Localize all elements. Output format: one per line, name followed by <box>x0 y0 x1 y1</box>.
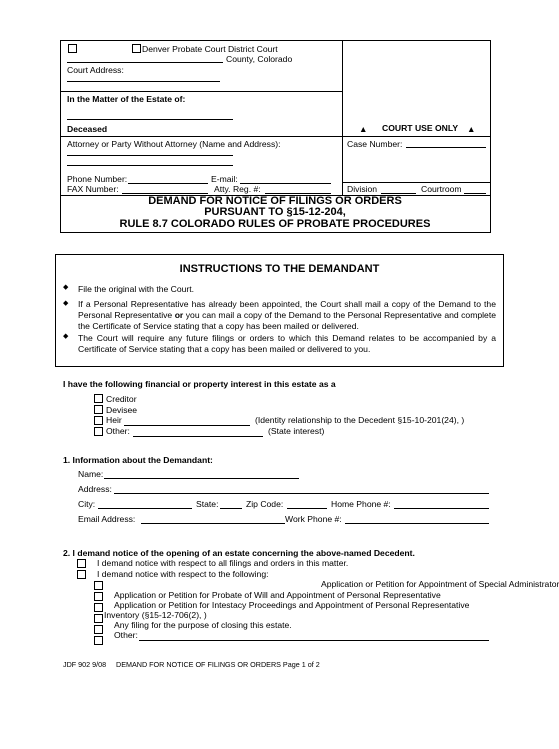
county-suffix: County, Colorado <box>226 54 293 64</box>
attorney-line-2[interactable] <box>67 165 233 166</box>
demandant-work-phone-line[interactable] <box>345 523 489 524</box>
closing-label: Any filing for the purpose of closing this estate. <box>114 620 292 630</box>
phone-line[interactable] <box>128 183 208 184</box>
footer-form-name: DEMAND FOR NOTICE OF FILINGS OR ORDERS Page 1 of 2 <box>116 660 320 669</box>
other-interest-checkbox[interactable] <box>94 427 103 436</box>
intestacy-label: Application or Petition for Intestacy Proceedings and Appointment of Personal Representative <box>114 600 470 610</box>
other-interest-line[interactable] <box>133 436 263 437</box>
interest-heading: I have the following financial or property interest in this estate as a <box>63 379 336 389</box>
demandant-email-label: Email Address: <box>78 514 136 524</box>
demandant-address-line[interactable] <box>114 493 489 494</box>
court-address-rule <box>60 91 342 92</box>
closing-checkbox[interactable] <box>94 625 103 634</box>
caption-divider-vertical <box>342 40 343 195</box>
case-number-label: Case Number: <box>347 139 403 149</box>
instruction-item-3: The Court will require any future filings or orders to which this Demand relates to be accompanied by a Certificate of Service stating that a copy has been mailed or delivered to you. <box>78 333 496 354</box>
notice-following-checkbox[interactable] <box>77 570 86 579</box>
demandant-zip-label: Zip Code: <box>246 499 284 509</box>
division-line[interactable] <box>381 193 416 194</box>
special-admin-label: Application or Petition for Appointment of Special Administrator <box>321 579 559 589</box>
other-filing-checkbox[interactable] <box>94 636 103 645</box>
attorney-label: Attorney or Party Without Attorney (Name and Address): <box>67 139 281 149</box>
probate-will-checkbox[interactable] <box>94 592 103 601</box>
courtroom-line[interactable] <box>464 193 486 194</box>
demandant-address-label: Address: <box>78 484 112 494</box>
creditor-label: Creditor <box>106 394 137 404</box>
devisee-label: Devisee <box>106 405 138 415</box>
arrow-up-right-icon: ▲ <box>467 124 476 134</box>
heir-checkbox[interactable] <box>94 416 103 425</box>
form-title-line-1: DEMAND FOR NOTICE OF FILINGS OR ORDERS <box>148 195 402 207</box>
attorney-line-1[interactable] <box>67 155 233 156</box>
other-filing-label: Other: <box>114 630 138 640</box>
demandant-state-line[interactable] <box>220 508 242 509</box>
inventory-label: Inventory (§15-12-706(2), ) <box>104 610 207 620</box>
demandant-zip-line[interactable] <box>287 508 327 509</box>
fax-line[interactable] <box>122 193 208 194</box>
bullet-icon: ◆ <box>63 284 69 291</box>
instruction-emphasis-or: or <box>174 310 184 320</box>
section2-heading: 2. I demand notice of the opening of an estate concerning the above-named Decedent. <box>63 548 415 558</box>
estate-name-line[interactable] <box>67 119 233 120</box>
form-title-line-3: RULE 8.7 COLORADO RULES OF PROBATE PROCEDURES <box>119 218 431 230</box>
other-filing-line[interactable] <box>139 640 489 641</box>
court-use-only-label: COURT USE ONLY <box>382 123 459 133</box>
notice-all-checkbox[interactable] <box>77 559 86 568</box>
court-address-line[interactable] <box>67 81 220 82</box>
footer-form-id: JDF 902 9/08 <box>63 660 107 669</box>
demandant-home-phone-line[interactable] <box>394 508 489 509</box>
inventory-checkbox[interactable] <box>94 614 103 623</box>
demandant-name-label: Name: <box>78 469 104 479</box>
email-label: E-mail: <box>211 174 238 184</box>
heir-relationship-line[interactable] <box>124 425 250 426</box>
county-line[interactable] <box>67 62 223 63</box>
atty-reg-line[interactable] <box>265 193 331 194</box>
heir-label: Heir <box>106 415 122 425</box>
devisee-checkbox[interactable] <box>94 405 103 414</box>
caption-divider-attorney <box>60 136 490 137</box>
court-address-label: Court Address: <box>67 65 124 75</box>
section1-heading: 1. Information about the Demandant: <box>63 455 213 465</box>
court-checkbox-district[interactable] <box>132 44 141 53</box>
heir-note: (Identity relationship to the Decedent §15-10-201(24), ) <box>255 415 465 425</box>
demandant-city-line[interactable] <box>98 508 192 509</box>
other-interest-label: Other: <box>106 426 130 436</box>
fax-label: FAX Number: <box>67 184 119 194</box>
instructions-heading: INSTRUCTIONS TO THE DEMANDANT <box>179 263 380 275</box>
court-checkbox-denver-probate[interactable] <box>68 44 77 53</box>
probate-will-label: Application or Petition for Probate of Will and Appointment of Personal Representative <box>114 590 441 600</box>
demandant-home-phone-label: Home Phone #: <box>331 499 391 509</box>
deceased-label: Deceased <box>67 124 108 134</box>
courtroom-label: Courtroom <box>421 184 462 194</box>
case-number-line[interactable] <box>406 147 486 148</box>
bullet-icon: ◆ <box>63 333 69 340</box>
case-number-divider <box>342 182 490 183</box>
arrow-up-left-icon: ▲ <box>359 124 368 134</box>
bullet-icon: ◆ <box>63 300 69 307</box>
intestacy-checkbox[interactable] <box>94 603 103 612</box>
demandant-email-line[interactable] <box>141 523 285 524</box>
atty-reg-label: Atty. Reg. #: <box>214 184 261 194</box>
other-interest-note: (State interest) <box>268 426 325 436</box>
notice-following-label: I demand notice with respect to the following: <box>97 569 269 579</box>
phone-label: Phone Number: <box>67 174 128 184</box>
demandant-state-label: State: <box>196 499 219 509</box>
demandant-city-label: City: <box>78 499 96 509</box>
creditor-checkbox[interactable] <box>94 394 103 403</box>
demandant-work-phone-label: Work Phone #: <box>285 514 342 524</box>
demandant-name-line[interactable] <box>104 478 299 479</box>
division-label: Division <box>347 184 378 194</box>
instruction-item-2: If a Personal Representative has already been appointed, the Court shall mail a copy of the Demand to the Personal Representative or you can mail a copy of the Demand to the Personal Representative and complete the Certificate of Service stating that a copy has been mailed or delivered. <box>78 299 497 331</box>
special-admin-checkbox[interactable] <box>94 581 103 590</box>
notice-all-label: I demand notice with respect to all filings and orders in this matter. <box>97 558 349 568</box>
matter-label: In the Matter of the Estate of: <box>67 94 186 104</box>
form-title-line-2: PURSUANT TO §15-12-204, <box>204 206 346 218</box>
court-options-label: Denver Probate Court District Court <box>142 44 278 54</box>
instruction-item-1: File the original with the Court. <box>78 284 195 294</box>
